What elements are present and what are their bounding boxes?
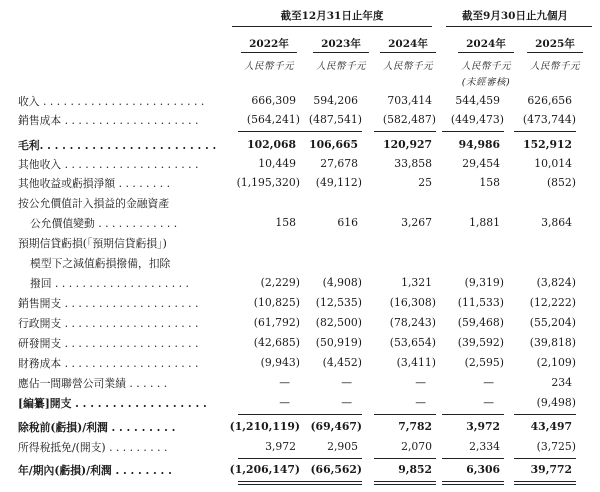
row-label-ecl-line1: 預期信貸虧損(「預期信貸虧損」) [18, 237, 167, 250]
cell-cost-2022: (564,241) [246, 113, 300, 126]
cell-gross-profit-2025-9m: 152,912 [523, 138, 572, 151]
year-header-2024-nine-months: 2024年 [458, 36, 514, 53]
cell-admin-2024: (78,243) [389, 316, 436, 329]
row-label-ecl-line3: 撥回 . . . . . . . . . . . . . . . . . . . . [30, 277, 189, 290]
cell-associate-2025-9m: 234 [551, 376, 572, 389]
cell-gross-profit-2022: 102,068 [247, 138, 296, 151]
cell-admin-2025-9m: (55,204) [529, 316, 576, 329]
cell-tax-2022: 3,972 [265, 440, 296, 453]
unit-label-2024-nine-months: 人民幣千元 [460, 61, 511, 72]
row-label-revenue: 收入 . . . . . . . . . . . . . . . . . . . . . . . . [18, 95, 205, 108]
unit-label-2024: 人民幣千元 [382, 61, 433, 72]
cell-ecl-2022: (2,229) [260, 276, 300, 289]
cell-rd-2024: (53,654) [389, 336, 436, 349]
cell-profit-2024-9m: 6,306 [466, 463, 500, 476]
cell-other-income-2022: 10,449 [258, 157, 296, 170]
cell-cost-2024: (582,487) [382, 113, 436, 126]
subtotal-rule [514, 414, 576, 415]
row-label-loss-before-tax: 除稅前(虧損)/利潤 . . . . . . . . . [18, 421, 176, 434]
total-double-rule [442, 481, 504, 485]
row-label-gross-profit: 毛利. . . . . . . . . . . . . . . . . . . . . . . . [18, 139, 217, 152]
row-label-profit-for-period: 年/期內(虧損)/利潤 . . . . . . . . [18, 464, 172, 477]
cell-ecl-2023: (4,908) [322, 276, 362, 289]
total-double-rule [300, 481, 362, 485]
group-header-nine-months-rule [446, 26, 592, 27]
cell-selling-2024-9m: (11,533) [457, 296, 504, 309]
row-label-income-tax: 所得稅抵免/(開支) . . . . . . . . . [18, 441, 168, 454]
cell-redacted-2024: — [415, 396, 426, 409]
cell-pbt-2024-9m: 3,972 [466, 420, 500, 433]
cell-other-income-2024-9m: 29,454 [462, 157, 500, 170]
cell-associate-2024: — [415, 376, 426, 389]
cell-tax-2024-9m: 2,334 [469, 440, 500, 453]
subtotal-rule [300, 131, 362, 132]
cell-pbt-2024: 7,782 [398, 420, 432, 433]
row-label-cost-of-sales: 銷售成本 . . . . . . . . . . . . . . . . . . . . [18, 114, 199, 127]
cell-fvtpl-2023: 616 [337, 216, 358, 229]
cell-other-income-2023: 27,678 [320, 157, 358, 170]
row-label-admin-expenses: 行政開支 . . . . . . . . . . . . . . . . . . . . [18, 317, 199, 330]
cell-other-income-2025-9m: 10,014 [534, 157, 572, 170]
cell-fvtpl-2024: 3,267 [401, 216, 432, 229]
cell-finance-2025-9m: (2,109) [536, 356, 576, 369]
cell-revenue-2022: 666,309 [251, 94, 296, 107]
cell-other-gains-2022: (1,195,320) [236, 176, 300, 189]
cell-selling-2024: (16,308) [389, 296, 436, 309]
row-label-selling-expenses: 銷售開支 . . . . . . . . . . . . . . . . . . . . [18, 297, 199, 310]
cell-revenue-2025-9m: 626,656 [527, 94, 572, 107]
row-label-share-of-associate: 應佔一間聯營公司業績 . . . . . . [18, 377, 168, 390]
cell-fvtpl-2024-9m: 1,881 [469, 216, 500, 229]
cell-ecl-2024: 1,321 [401, 276, 432, 289]
subtotal-rule [374, 414, 436, 415]
cell-revenue-2024: 703,414 [387, 94, 432, 107]
unaudited-note: (未經審核) [461, 77, 511, 88]
subtotal-rule [374, 131, 436, 132]
subtotal-rule [300, 414, 362, 415]
cell-ecl-2024-9m: (9,319) [464, 276, 504, 289]
cell-selling-2025-9m: (12,222) [529, 296, 576, 309]
cell-other-income-2024: 33,858 [394, 157, 432, 170]
total-double-rule [238, 481, 300, 485]
year-header-2022: 2022年 [241, 36, 297, 53]
row-label-rd-expenses: 研發開支 . . . . . . . . . . . . . . . . . . . . [18, 337, 199, 350]
cell-tax-2023: 2,905 [327, 440, 358, 453]
cell-rd-2025-9m: (39,818) [529, 336, 576, 349]
row-label-finance-costs: 財務成本 . . . . . . . . . . . . . . . . . . . . [18, 357, 199, 370]
unit-label-2023: 人民幣千元 [315, 61, 366, 72]
cell-other-gains-2023: (49,112) [315, 176, 362, 189]
cell-fvtpl-2022: 158 [275, 216, 296, 229]
cell-redacted-2024-9m: — [483, 396, 494, 409]
cell-admin-2023: (82,500) [315, 316, 362, 329]
cell-admin-2024-9m: (59,468) [457, 316, 504, 329]
cell-tax-2025-9m: (3,725) [536, 440, 576, 453]
subtotal-rule [300, 458, 362, 459]
cell-fvtpl-2025-9m: 3,864 [541, 216, 572, 229]
cell-profit-2023: (66,562) [310, 463, 362, 476]
subtotal-rule [442, 458, 504, 459]
row-label-redacted-expenses: [編纂]開支 . . . . . . . . . . . . . . . . . . [18, 397, 207, 410]
cell-pbt-2025-9m: 43,497 [530, 420, 572, 433]
cell-pbt-2023: (69,467) [310, 420, 362, 433]
cell-other-gains-2025-9m: (852) [546, 176, 576, 189]
cell-other-gains-2024: 25 [418, 176, 432, 189]
cell-redacted-2022: — [279, 396, 290, 409]
cell-associate-2022: — [279, 376, 290, 389]
group-header-annual: 截至12月31日止年度 [280, 10, 384, 22]
group-header-annual-rule [232, 26, 432, 27]
cell-rd-2024-9m: (39,592) [457, 336, 504, 349]
row-label-ecl-line2: 模型下之減值虧損撥備，扣除 [30, 257, 171, 270]
subtotal-rule [442, 414, 504, 415]
cell-finance-2023: (4,452) [322, 356, 362, 369]
year-header-2023: 2023年 [313, 36, 369, 53]
group-header-nine-months: 截至9月30日止九個月 [462, 10, 568, 22]
year-header-2024: 2024年 [380, 36, 436, 53]
cell-other-gains-2024-9m: 158 [479, 176, 500, 189]
cell-gross-profit-2023: 106,665 [309, 138, 358, 151]
row-label-other-gains-losses: 其他收益或虧損淨額 . . . . . . . . [18, 177, 171, 190]
cell-cost-2024-9m: (449,473) [450, 113, 504, 126]
cell-rd-2022: (42,685) [253, 336, 300, 349]
cell-profit-2025-9m: 39,772 [530, 463, 572, 476]
total-double-rule [514, 481, 576, 485]
cell-finance-2024: (3,411) [396, 356, 436, 369]
subtotal-rule [238, 131, 300, 132]
cell-selling-2022: (10,825) [253, 296, 300, 309]
unit-label-2022: 人民幣千元 [243, 61, 294, 72]
subtotal-rule [442, 131, 504, 132]
cell-associate-2023: — [341, 376, 352, 389]
cell-admin-2022: (61,792) [253, 316, 300, 329]
subtotal-rule [238, 414, 300, 415]
cell-gross-profit-2024: 120,927 [383, 138, 432, 151]
cell-profit-2024: 9,852 [398, 463, 432, 476]
subtotal-rule [238, 458, 300, 459]
subtotal-rule [514, 131, 576, 132]
cell-selling-2023: (12,535) [315, 296, 362, 309]
cell-profit-2022: (1,206,147) [229, 463, 300, 476]
subtotal-rule [514, 458, 576, 459]
cell-pbt-2022: (1,210,119) [229, 420, 300, 433]
total-double-rule [374, 481, 436, 485]
unit-label-2025-nine-months: 人民幣千元 [529, 61, 580, 72]
cell-tax-2024: 2,070 [401, 440, 432, 453]
cell-gross-profit-2024-9m: 94,986 [458, 138, 500, 151]
cell-cost-2025-9m: (473,744) [522, 113, 576, 126]
row-label-fvtpl-line2: 公允價值變動 . . . . . . . . . . . . [30, 217, 178, 230]
row-label-fvtpl-line1: 按公允價值計入損益的金融資產 [18, 197, 170, 210]
cell-rd-2023: (50,919) [315, 336, 362, 349]
cell-redacted-2023: — [341, 396, 352, 409]
cell-redacted-2025-9m: (9,498) [536, 396, 576, 409]
cell-revenue-2024-9m: 544,459 [455, 94, 500, 107]
cell-finance-2022: (9,943) [260, 356, 300, 369]
row-label-other-income: 其他收入 . . . . . . . . . . . . . . . . . . . . [18, 158, 199, 171]
year-header-2025-nine-months: 2025年 [527, 36, 583, 53]
cell-cost-2023: (487,541) [308, 113, 362, 126]
cell-revenue-2023: 594,206 [313, 94, 358, 107]
cell-associate-2024-9m: — [483, 376, 494, 389]
subtotal-rule [374, 458, 436, 459]
cell-ecl-2025-9m: (3,824) [536, 276, 576, 289]
cell-finance-2024-9m: (2,595) [464, 356, 504, 369]
